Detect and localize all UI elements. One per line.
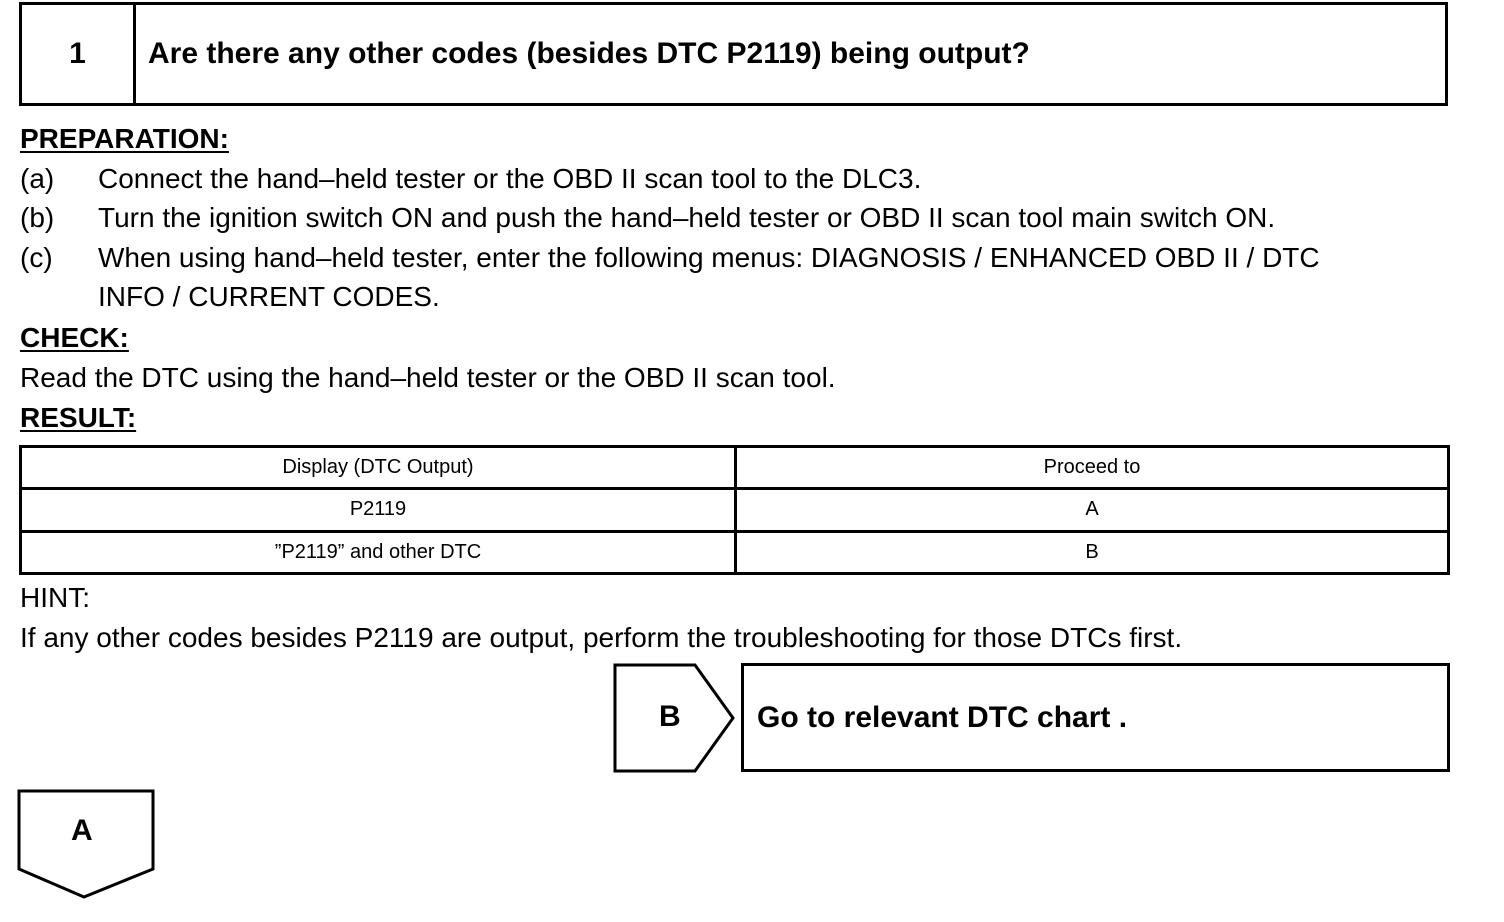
check-heading: CHECK:	[20, 322, 129, 353]
table-header-row	[21, 447, 1449, 489]
result-a-label: A	[71, 814, 93, 847]
prep-item-b-mark: (b)	[20, 202, 55, 233]
hint-text: If any other codes besides P2119 are output, perform the troubleshooting for those DTCs first.	[20, 622, 1183, 653]
prep-item-c-mark: (c)	[20, 242, 53, 273]
table-cell: P2119	[21, 489, 736, 531]
step-question: Are there any other codes (besides DTC P2119) being output?	[148, 37, 1030, 70]
preparation-heading: PREPARATION:	[20, 123, 229, 154]
step-header	[19, 2, 1448, 106]
result-b-action: Go to relevant DTC chart .	[741, 663, 1450, 772]
result-table	[19, 445, 1450, 575]
table-row	[21, 531, 1449, 573]
hint-label: HINT:	[20, 582, 90, 613]
prep-item-a-text: Connect the hand–held tester or the OBD II scan tool to the DLC3.	[98, 163, 922, 194]
prep-item-a-mark: (a)	[20, 163, 55, 194]
prep-item-c-text: When using hand–held tester, enter the following menus: DIAGNOSIS / ENHANCED OBD II / DTC	[98, 242, 1320, 273]
result-b-label: B	[659, 700, 681, 733]
table-row	[21, 489, 1449, 531]
table-cell: B	[736, 531, 1449, 573]
column-header-display: Display (DTC Output)	[21, 447, 736, 489]
table-cell: A	[736, 489, 1449, 531]
check-text: Read the DTC using the hand–held tester or the OBD II scan tool.	[20, 362, 836, 393]
column-header-proceed: Proceed to	[736, 447, 1449, 489]
result-heading: RESULT:	[20, 402, 137, 433]
prep-item-c-text-cont: INFO / CURRENT CODES.	[98, 281, 440, 312]
step-number: 1	[22, 5, 136, 103]
table-cell: ”P2119” and other DTC	[21, 531, 736, 573]
prep-item-b-text: Turn the ignition switch ON and push the hand–held tester or OBD II scan tool main switch ON.	[98, 202, 1276, 233]
